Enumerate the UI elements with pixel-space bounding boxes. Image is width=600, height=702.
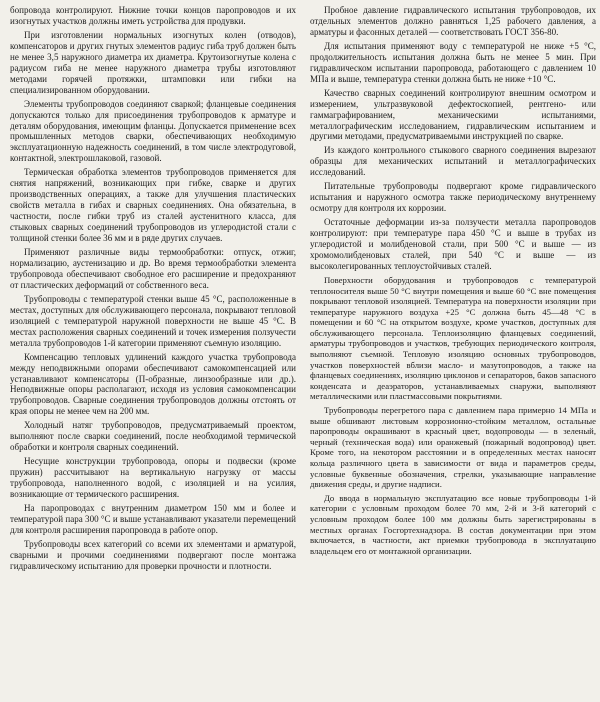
paragraph: Остаточные деформации из-за ползучести металла паропроводов контролируют: при температуре пара 450 °С и выше в трубах из углеродистой и молибденовой стали, при 500 °С и выше — из хромомолибденовых сталей, при 540 °С и выше — из высоколегированных теплоустойчивых сталей. [310, 217, 596, 271]
paragraph: На паропроводах с внутренним диаметром 150 мм и более и температурой пара 300 °С и выше устанавливают указатели перемещений для контроля расширения паропровода в работе опор. [10, 502, 296, 535]
paragraph: Компенсацию тепловых удлинений каждого участка трубопровода между неподвижными опорами обеспечивают самокомпенсацией или устанавливают компенсаторы (П-образные, линзообразные или др.). Неподвижные опоры располагают, исходя из условия самокомпенсации трубопроводов. Сварные соединения трубопроводов должны отстоять от края опоры не менее чем на 200 мм. [10, 351, 296, 417]
paragraph: бопровода контролируют. Нижние точки концов паропроводов и их изогнутых участков должны иметь устройства для продувки. [10, 5, 296, 26]
paragraph: Трубопроводы перегретого пара с давлением пара примерно 14 МПа и выше обшивают листовым коррозионно-стойким металлом, остальные паропроводы окрашивают в красный цвет, водопроводы — в зеленый, черный (техническая вода) или оранжевый (пожарный водопровод) цвет. Кроме того, на некотором расстоянии и в определенных местах наносят кольца различного цвета в зависимости от вида и параметров среды, условные буквенные обозначения, стрелки, указывающие направление движения среды, и другие надписи. [310, 405, 596, 490]
paragraph: Трубопроводы всех категорий со всеми их элементами и арматурой, сварными и прочими соединениями подвергают после монтажа гидравлическому испытанию для проверки прочности и плотности. [10, 538, 296, 571]
paragraph: Пробное давление гидравлического испытания трубопроводов, их отдельных элементов должно равняться 1,25 рабочего давления, а арматуры и фасонных деталей — соответствовать ГОСТ 356-80. [310, 5, 596, 37]
paragraph: Питательные трубопроводы подвергают кроме гидравлического испытания и наружного осмотра также периодическому внутреннему осмотру для контроля их коррозии. [310, 181, 596, 214]
left-column [10, 5, 296, 698]
paragraph: Несущие конструкции трубопровода, опоры и подвески (кроме пружин) рассчитывают на вертикальную нагрузку от массы трубопровода, наполненного водой, с изоляцией и на усилия, возникающие от термического расширения. [10, 456, 296, 500]
paragraph: Трубопроводы с температурой стенки выше 45 °С, расположенные в местах, доступных для обслуживающего персонала, покрывают тепловой изоляцией с температурой наружной поверхности не выше 45 °С. В местах расположения сварных соединений и точек измерения ползучести металла трубопроводов 1-й категории применяют съемную изоляцию. [10, 293, 296, 348]
paragraph: Применяют различные виды термообработки: отпуск, отжиг, нормализацию, аустенизацию и др. Во время термообработки элемента трубопровода обеспечивают свободное его расширение и предохраняют от пластических деформаций от собственного веса. [10, 247, 296, 290]
paragraph: При изготовлении нормальных изогнутых колен (отводов), компенсаторов и других гнутых элементов радиус гиба труб должен быть не менее 3,5 наружного диаметра их диаметра. Крутоизогнутые колена с радиусом гиба не менее наружного диаметра трубы изготовляют методами горячей протяжки, штамповки или гибки на специализированном оборудовании. [10, 29, 296, 95]
paragraph: Термическая обработка элементов трубопроводов применяется для снятия напряжений, возникающих при гибке, сварке и других производственных операциях, а также для улучшения пластических свойств металла в гибах и сварных соединениях. Она обязательна, в частности, после гибки труб из сталей аустенитного класса, для стыковых сварных соединений трубопроводов из углеродистой стали с толщиной стенки более 36 мм и в ряде других случаев. [10, 167, 296, 244]
right-column [310, 5, 596, 698]
paragraph: Поверхности оборудования и трубопроводов с температурой теплоносителя выше 50 °С внутри помещения и выше 60 °С вне помещения покрывают тепловой изоляцией. Температура на поверхности изоляции при температуре наружного воздуха +25 °С должна быть 45—48 °С в помещении и 60 °С на открытом воздухе, кроме участков, доступных для обслуживающего персонала. Теплоизоляцию фланцевых соединений, арматуры трубопроводов и участков, требующих периодического контроля, выполняют съемной. Тепловую изоляцию основных трубопроводов, участков поверхностей вблизи масло- и мазутопроводов, а также на фланцевых соединениях, изоляцию циклонов и сепараторов, баков запасного конденсата и деаэраторов, устанавливаемых снаружи, выполняют металлическими или пластмассовыми покрытиями. [310, 274, 596, 402]
paragraph: До ввода в нормальную эксплуатацию все новые трубопроводы 1-й категории с условным проходом более 70 мм, 2-й и 3-й категорий с условным проходом более 100 мм должны быть зарегистрированы в местных органах Госгортехнадзора. В состав документации при этом включается, в частности, акт приемки трубопровода в эксплуатацию владельцем его от монтажной организации. [310, 492, 596, 556]
paragraph: Качество сварных соединений контролируют внешним осмотром и измерением, ультразвуковой дефектоскопией, рентгено- или гаммаграфированием, механическими испытаниями, металлографическим исследованием, гидравлическим испытанием и другими методами, предусматриваемыми инструкцией по сварке. [310, 87, 596, 142]
paragraph: Элементы трубопроводов соединяют сваркой; фланцевые соединения допускаются только для присоединения трубопроводов к арматуре и деталям оборудования, имеющим фланцы. Допускается применение всех промышленных методов сварки, обеспечивающих необходимую эксплуатационную надежность соединений, в том числе электродуговой, контактной, электрошлаковой, газовой. [10, 98, 296, 164]
paragraph: Холодный натяг трубопроводов, предусматриваемый проектом, выполняют после сварки соединений, после необходимой термической обработки и контроля сварных соединений. [10, 420, 296, 453]
paragraph: Из каждого контрольного стыкового сварного соединения вырезают образцы для механических испытаний и металлографических исследований. [310, 145, 596, 178]
paragraph: Для испытания применяют воду с температурой не ниже +5 °С, продолжительность испытания должна быть не менее 5 мин. При гидравлическом испытании паропровода, работающего с давлением 10 МПа и выше, температура стенки должна быть не ниже +10 °С. [310, 40, 596, 84]
